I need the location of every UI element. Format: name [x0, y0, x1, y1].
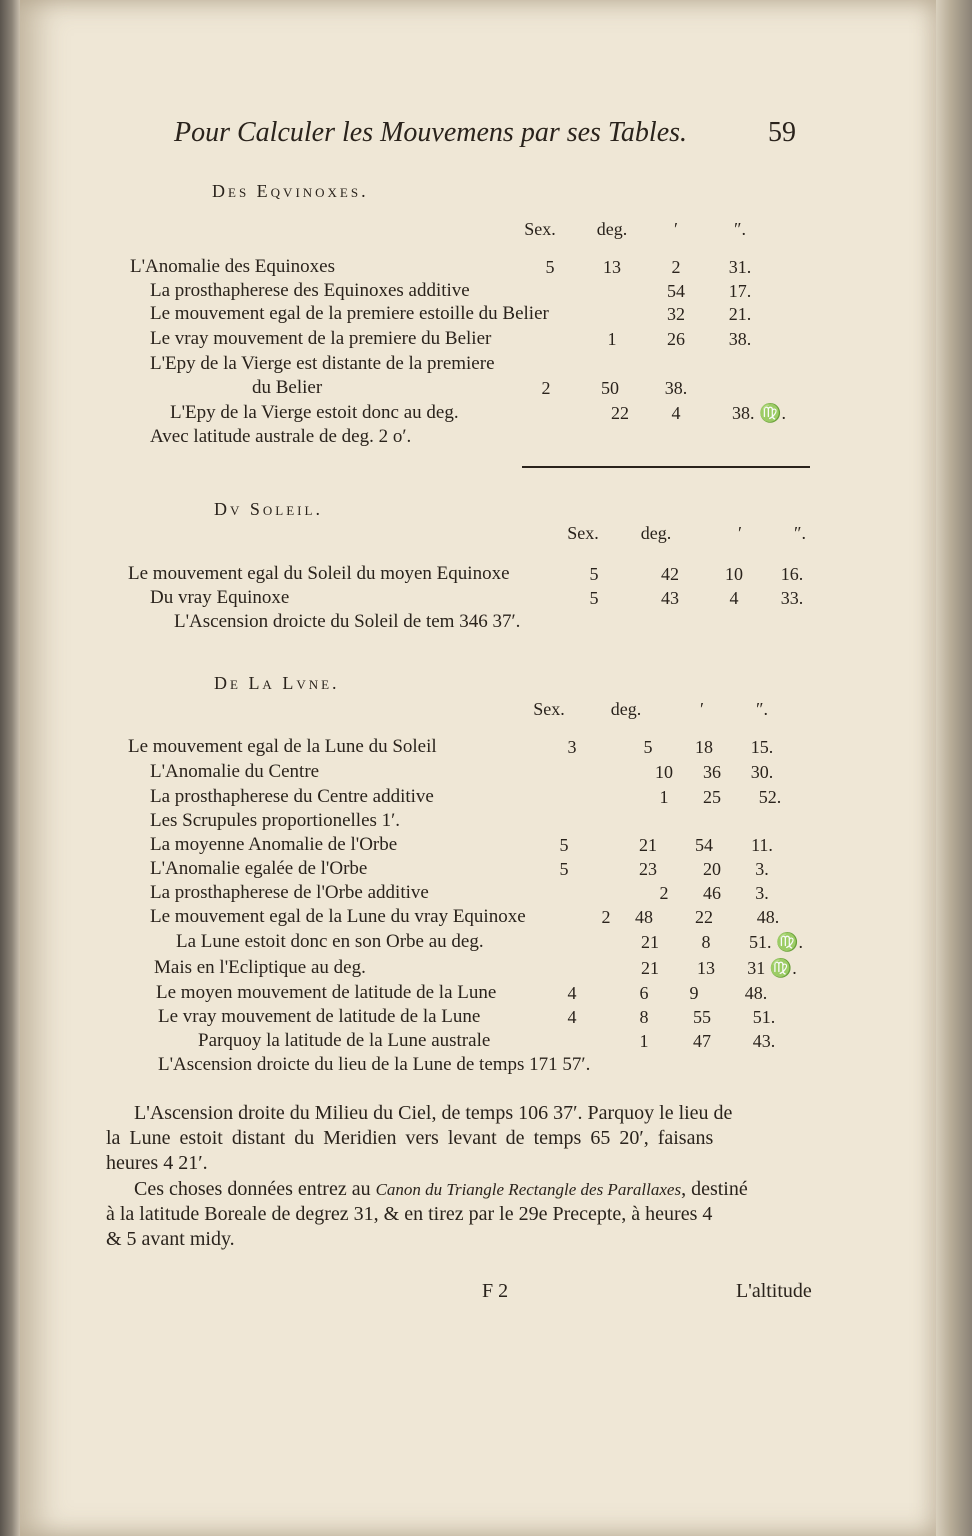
soleil-row-label: Du vray Equinoxe	[150, 587, 290, 608]
page-edge-right	[936, 0, 972, 1536]
lune-cell: 30.	[750, 762, 774, 782]
lune-cell: 21	[639, 835, 657, 855]
col-header-sec: ″.	[734, 219, 746, 239]
equinox-cell: 26	[667, 329, 685, 349]
lune-row-label: Parquoy la latitude de la Lune australe	[198, 1030, 491, 1051]
signature-mark: F 2	[482, 1280, 509, 1302]
book-page	[20, 0, 936, 1536]
col-header-sex: Sex.	[567, 523, 599, 543]
paragraph-text: , destiné	[681, 1178, 748, 1200]
equinox-cell: 38.	[728, 329, 752, 349]
paragraph-line: & 5 avant midy.	[106, 1228, 235, 1250]
equinox-cell: 2	[541, 378, 551, 398]
lune-cell: 48	[635, 907, 653, 927]
soleil-cell: 33.	[780, 588, 804, 608]
soleil-cell: 5	[589, 564, 599, 584]
lune-cell: 36	[703, 762, 721, 782]
lune-cell: 8	[639, 1007, 649, 1027]
page-number: 59	[768, 117, 796, 148]
equinox-cell: 32	[667, 304, 685, 324]
equinox-cell: 22	[611, 403, 629, 423]
equinox-cell: 54	[667, 281, 685, 301]
lune-row-label: Le vray mouvement de latitude de la Lune	[158, 1006, 481, 1027]
col-header-min: ′	[738, 523, 742, 543]
lune-row-label: Le moyen mouvement de latitude de la Lune	[156, 982, 497, 1003]
lune-cell: 5	[643, 737, 653, 757]
soleil-cell: 4	[729, 588, 739, 608]
equinox-row-label: L'Anomalie des Equinoxes	[130, 256, 335, 277]
lune-row-label: La Lune estoit donc en son Orbe au deg.	[176, 931, 484, 952]
equinox-row-label: Le mouvement egal de la premiere estoille du Belier	[150, 303, 549, 324]
lune-cell: 48.	[756, 907, 780, 927]
col-header-deg: deg.	[596, 219, 628, 239]
lune-cell: 23	[639, 859, 657, 879]
soleil-cell: 43	[661, 588, 679, 608]
lune-cell: 1	[659, 787, 669, 807]
lune-cell: 10	[655, 762, 673, 782]
soleil-cell: 10	[725, 564, 743, 584]
equinox-cell: 31.	[728, 257, 752, 277]
col-header-deg: deg.	[610, 699, 642, 719]
lune-cell: 11.	[751, 835, 773, 855]
equinox-cell: 1	[607, 329, 617, 349]
soleil-row-label: Le mouvement egal du Soleil du moyen Equinoxe	[128, 563, 510, 584]
lune-cell: 15.	[750, 737, 774, 757]
col-header-sex: Sex.	[524, 219, 556, 239]
equinox-cell: 17.	[728, 281, 752, 301]
lune-row-label: L'Anomalie du Centre	[150, 761, 320, 782]
equinox-cell: 50	[601, 378, 619, 398]
lune-row-label: La moyenne Anomalie de l'Orbe	[150, 834, 398, 855]
lune-row-label: Les Scrupules proportionelles 1′.	[150, 810, 401, 831]
section-heading-equinoxes: Des Eqvinoxes.	[212, 181, 369, 201]
lune-row-label: La prosthapherese du Centre additive	[150, 786, 434, 807]
lune-cell: 55	[693, 1007, 711, 1027]
lune-cell: 54	[695, 835, 713, 855]
lune-row-label: L'Anomalie egalée de l'Orbe	[150, 858, 368, 879]
lune-cell: 43.	[752, 1031, 776, 1051]
col-header-sec: ″.	[794, 523, 806, 543]
equinox-row-label: L'Epy de la Vierge estoit donc au deg.	[170, 402, 459, 423]
paragraph-line	[134, 1178, 748, 1201]
equinox-row-label: du Belier	[252, 377, 323, 398]
paragraph-line: L'Ascension droite du Milieu du Ciel, de temps 106 37′. Parquoy le lieu de	[134, 1102, 733, 1124]
lune-cell: 47	[693, 1031, 711, 1051]
paragraph-line: la Lune estoit distant du Meridien vers levant de temps 65 20′, faisans	[106, 1127, 714, 1149]
equinox-cell: 38. ♍.	[732, 403, 786, 423]
soleil-cell: 5	[589, 588, 599, 608]
section-heading-soleil: Dv Soleil.	[214, 499, 323, 519]
soleil-cell: 42	[661, 564, 679, 584]
paragraph-text: Ces choses données entrez au	[134, 1178, 376, 1200]
soleil-row-label: L'Ascension droicte du Soleil de tem 346 37′.	[174, 611, 521, 632]
lune-cell: 4	[567, 983, 577, 1003]
lune-cell: 8	[701, 932, 711, 952]
lune-cell: 6	[639, 983, 649, 1003]
lune-cell: 3.	[755, 859, 769, 879]
lune-cell: 2	[659, 883, 669, 903]
lune-cell: 51. ♍.	[749, 932, 803, 952]
paragraph-line: à la latitude Boreale de degrez 31, & en tirez par le 29e Precepte, à heures 4	[106, 1203, 713, 1225]
equinox-row-label: Avec latitude australe de deg. 2 o′.	[150, 426, 412, 447]
col-header-deg: deg.	[640, 523, 672, 543]
lune-cell: 22	[695, 907, 713, 927]
lune-cell: 2	[601, 907, 611, 927]
equinox-cell: 5	[545, 257, 555, 277]
catchword: L'altitude	[736, 1280, 812, 1302]
equinox-cell: 4	[671, 403, 681, 423]
equinox-row-label: La prosthapherese des Equinoxes additive	[150, 280, 470, 301]
equinox-row-label: Le vray mouvement de la premiere du Belier	[150, 328, 492, 349]
col-header-sex: Sex.	[533, 699, 565, 719]
lune-row-label: Le mouvement egal de la Lune du vray Equinoxe	[150, 906, 526, 927]
equinox-cell: 13	[603, 257, 621, 277]
lune-cell: 5	[559, 859, 569, 879]
equinox-row-label: L'Epy de la Vierge est distante de la premiere	[150, 353, 495, 374]
section-divider	[522, 466, 810, 468]
lune-cell: 25	[703, 787, 721, 807]
lune-cell: 3.	[755, 883, 769, 903]
lune-cell: 13	[697, 958, 715, 978]
lune-cell: 46	[703, 883, 721, 903]
lune-cell: 1	[639, 1031, 649, 1051]
equinox-cell: 21.	[728, 304, 752, 324]
lune-cell: 48.	[744, 983, 768, 1003]
lune-row-label: La prosthapherese de l'Orbe additive	[150, 882, 429, 903]
lune-cell: 18	[695, 737, 713, 757]
lune-cell: 52.	[758, 787, 782, 807]
lune-row-label: Le mouvement egal de la Lune du Soleil	[128, 736, 437, 757]
equinox-cell: 2	[671, 257, 681, 277]
lune-cell: 5	[559, 835, 569, 855]
lune-cell: 31 ♍.	[747, 958, 797, 978]
lune-cell: 20	[703, 859, 721, 879]
lune-row-label: L'Ascension droicte du lieu de la Lune de temps 171 57′.	[158, 1054, 591, 1075]
lune-cell: 51.	[752, 1007, 776, 1027]
book-gutter-left	[0, 0, 20, 1536]
col-header-min: ′	[674, 219, 678, 239]
col-header-sec: ″.	[756, 699, 768, 719]
running-title: Pour Calculer les Mouvemens par ses Tables.	[174, 117, 688, 148]
canon-title: Canon du Triangle Rectangle des Parallaxes	[375, 1180, 682, 1199]
equinox-cell: 38.	[664, 378, 688, 398]
lune-cell: 21	[641, 958, 659, 978]
col-header-min: ′	[700, 699, 704, 719]
lune-row-label: Mais en l'Ecliptique au deg.	[154, 957, 366, 978]
soleil-cell: 16.	[780, 564, 804, 584]
lune-cell: 21	[641, 932, 659, 952]
lune-cell: 9	[689, 983, 699, 1003]
lune-cell: 4	[567, 1007, 577, 1027]
paragraph-line: heures 4 21′.	[106, 1152, 208, 1174]
section-heading-lune: De La Lvne.	[214, 673, 340, 693]
lune-cell: 3	[567, 737, 577, 757]
